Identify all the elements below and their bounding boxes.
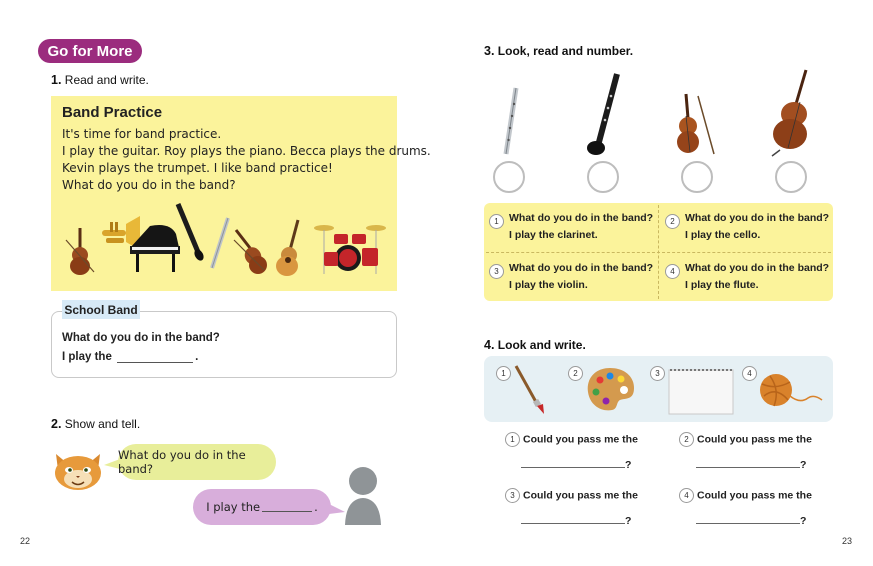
dialog-answer: I play the clarinet. (509, 229, 598, 241)
prompt-text: Could you pass me the (523, 489, 638, 502)
dialog-question: What do you do in the band? (509, 262, 654, 274)
question-mark: ? (800, 459, 807, 471)
prompt-text: Could you pass me the (697, 433, 812, 446)
question-mark: ? (625, 515, 632, 527)
answer-blank[interactable] (521, 512, 625, 524)
dialog-cell-4 (659, 253, 833, 301)
section-2-number: 2. (51, 417, 62, 431)
picture-number: 2 (568, 366, 583, 381)
page-number-left: 22 (20, 536, 31, 546)
dialog-cell-2 (659, 203, 833, 252)
answer-circle-2[interactable] (587, 161, 619, 193)
picture-number: 1 (496, 366, 511, 381)
section-3-number: 3. (484, 44, 495, 58)
yarn-ball-icon (756, 370, 826, 412)
section-4-title: Look and write. (497, 338, 586, 352)
answer-blank[interactable] (521, 456, 625, 468)
picture-number: 3 (650, 366, 665, 381)
section-2-heading (51, 417, 140, 431)
school-band-box (51, 311, 397, 378)
prompt-4-answer (696, 512, 806, 527)
prompt-number: 1 (505, 432, 520, 447)
dialog-answer: I play the cello. (685, 229, 761, 241)
section-3-title: Look, read and number. (497, 44, 634, 58)
paintbrush-icon (512, 362, 548, 416)
dialog-number: 4 (665, 264, 680, 279)
answer-period: . (195, 351, 199, 363)
picture-number: 4 (742, 366, 757, 381)
prompt-number: 4 (679, 488, 694, 503)
section-4-number: 4. (484, 338, 495, 352)
dialog-answer: I play the flute. (685, 279, 759, 291)
section-1-title: Read and write. (64, 73, 149, 87)
flute-icon (500, 86, 520, 158)
bubble-answer-prefix: I play the (206, 500, 261, 514)
dialog-question: What do you do in the band? (685, 212, 830, 224)
flute-icon (212, 218, 228, 268)
band-instruments-illustration (58, 200, 393, 280)
answer-circle-3[interactable] (681, 161, 713, 193)
clarinet-icon (178, 204, 205, 262)
guitar-icon (276, 220, 298, 276)
violin-icon (66, 228, 94, 275)
section-4-heading (484, 338, 586, 352)
clarinet-icon (583, 72, 623, 158)
dialog-question: What do you do in the band? (685, 262, 830, 274)
section-2-title: Show and tell. (64, 417, 141, 431)
prompt-text: Could you pass me the (697, 489, 812, 502)
violin-icon (234, 230, 267, 274)
cello-icon (766, 68, 816, 158)
answer-circle-1[interactable] (493, 161, 525, 193)
school-band-tab: School Band (62, 300, 140, 319)
story-line: What do you do in the band? (62, 178, 236, 192)
notepad-icon (666, 366, 736, 416)
drum-kit-icon (314, 225, 386, 274)
prompt-3 (505, 488, 638, 503)
person-silhouette-icon (342, 463, 384, 525)
answer-blank[interactable] (696, 456, 800, 468)
prompt-text: Could you pass me the (523, 433, 638, 446)
dialog-question: What do you do in the band? (509, 212, 654, 224)
palette-icon (584, 364, 636, 414)
bubble-answer-blank[interactable] (262, 502, 312, 512)
prompt-3-answer (521, 512, 631, 527)
story-line: Kevin plays the trumpet. I like band practice! (62, 161, 333, 175)
dialog-grid (484, 203, 833, 301)
story-line: I play the guitar. Roy plays the piano. Becca plays the drums. (62, 144, 431, 158)
question-mark: ? (625, 459, 632, 471)
prompt-1-answer (521, 456, 631, 471)
dialog-number: 2 (665, 214, 680, 229)
story-line: It's time for band practice. (62, 127, 222, 141)
prompt-1 (505, 432, 638, 447)
dialog-number: 3 (489, 264, 504, 279)
answer-circle-4[interactable] (775, 161, 807, 193)
dialog-number: 1 (489, 214, 504, 229)
section-1-heading (51, 73, 149, 87)
dialog-answer: I play the violin. (509, 279, 588, 291)
cat-face-icon (50, 446, 106, 492)
dialog-cell-1 (484, 203, 658, 252)
answer-blank[interactable] (117, 352, 193, 363)
band-practice-text (62, 126, 431, 194)
answer-prefix: I play the (62, 351, 112, 363)
band-practice-title: Band Practice (62, 104, 163, 121)
prompt-2-answer (696, 456, 806, 471)
school-band-answer (62, 351, 198, 363)
prompt-number: 2 (679, 432, 694, 447)
question-mark: ? (800, 515, 807, 527)
bubble-answer-period: . (314, 500, 318, 514)
violin-icon (672, 92, 720, 158)
speech-bubble-answer (193, 489, 331, 525)
prompt-4 (679, 488, 812, 503)
page-number-right: 23 (842, 536, 853, 546)
school-band-question: What do you do in the band? (62, 332, 220, 344)
prompt-2 (679, 432, 812, 447)
answer-blank[interactable] (696, 512, 800, 524)
prompt-number: 3 (505, 488, 520, 503)
section-1-number: 1. (51, 73, 62, 87)
go-for-more-badge: Go for More (38, 39, 142, 63)
speech-bubble-question: What do you do in the band? (118, 444, 276, 480)
section-3-heading (484, 44, 633, 58)
dialog-cell-3 (484, 253, 658, 301)
